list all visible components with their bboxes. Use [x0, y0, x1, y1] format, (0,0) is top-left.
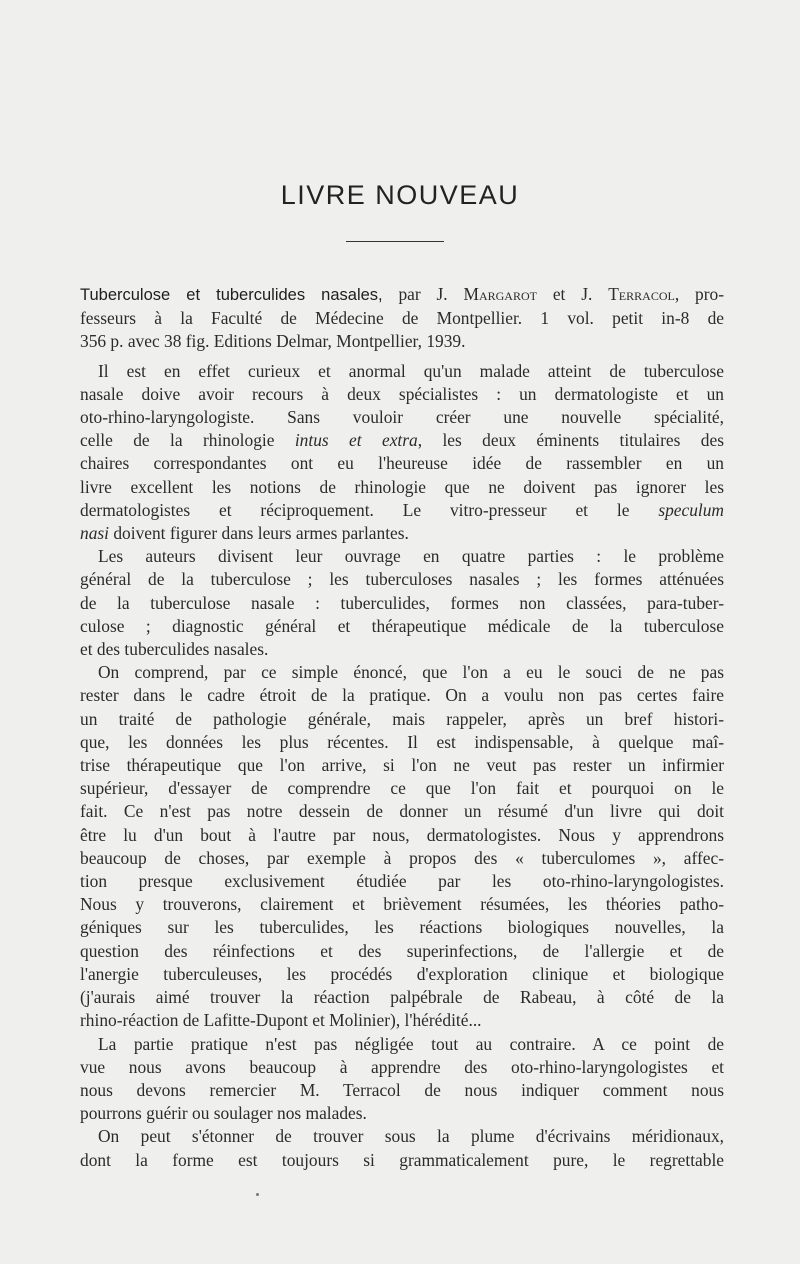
review-header	[80, 283, 724, 354]
paragraph-1: Il est en effet curieux et anormal qu'un malade atteint de tuberculose nasale doive avoir recours à deux spécialistes : un dermatologiste et un oto-rhino-laryngologiste. Sans vouloir créer une nouvelle spécialité, celle de la rhinologie intus et extra, les deux éminents titulaires des chaires correspondantes ont eu l'heureuse idée de rassembler en un livre excellent les notions de rhinologie que ne doivent pas ignorer les dermatologistes et réciproquement. Le vitro-presseur et le speculum nasi doivent figurer dans leurs armes parlantes.	[80, 360, 724, 544]
review-body	[80, 283, 724, 1172]
page-title: LIVRE NOUVEAU	[280, 180, 520, 210]
header-line-1: Tuberculose et tuberculides nasales, par J. Margarot et J. Terracol, pro-	[80, 284, 724, 304]
header-line-2: fesseurs à la Faculté de Médecine de Montpellier. 1 vol. petit in-8 de	[80, 308, 724, 329]
author-margarot: Margarot	[463, 284, 537, 304]
paragraph-2: Les auteurs divisent leur ouvrage en quatre parties : le problème général de la tuberculose ; les tuberculoses nasales ; les formes atténuées de la tuberculose nasale : tuberculides, formes non classées, para-tuber- culose ; diagnostic général et thérapeutique médicale de la tuberculose et des tuberculides nasales.	[80, 546, 724, 660]
book-title: Tuberculose et tuberculides nasales,	[80, 286, 383, 304]
header-line-3: 356 p. avec 38 fig. Editions Delmar, Montpellier, 1939.	[80, 331, 466, 352]
paragraph-3: On comprend, par ce simple énoncé, que l'on a eu le souci de ne pas rester dans le cadre étroit de la pratique. On a voulu non pas certes faire un traité de pathologie générale, mais rappeler, après un bref histori- que, les données les plus récentes. Il est indispensable, à quelque maî- trise thérapeutique que l'on arrive, si l'on ne veut pas rester un infirmier supérieur, d'essayer de comprendre ce que l'on fait et pourquoi on le fait. Ce n'est pas notre dessein de donner un résumé d'un livre qui doit être lu d'un bout à l'autre par nous, dermatologistes. Nous y apprendrons beaucoup de choses, par exemple à propos des « tuberculomes », affec- tion presque exclusivement étudiée par les oto-rhino-laryngologistes. Nous y trouverons, clairement et brièvement résumées, les théories patho- géniques sur les tuberculides, les réactions biologiques nouvelles, la question des réinfections et des superinfections, de l'allergie et de l'anergie tuberculeuses, les procédés d'exploration clinique et biologique (j'aurais aimé trouver la réaction palpébrale de Rabeau, à côté de la rhino-réaction de Lafitte-Dupont et Molinier), l'hérédité...	[80, 662, 724, 1031]
paragraph-5: On peut s'étonner de trouver sous la plume d'écrivains méridionaux, dont la forme est toujours si grammaticalement pure, le regrettable	[80, 1126, 724, 1170]
paragraph-4: La partie pratique n'est pas négligée tout au contraire. A ce point de vue nous avons beaucoup à apprendre des oto-rhino-laryngologistes et nous devons remercier M. Terracol de nous indiquer comment nous pourrons guérir ou soulager nos malades.	[80, 1033, 724, 1124]
speck-mark	[256, 1193, 259, 1196]
author-terracol: Terracol	[608, 284, 675, 304]
title-divider	[346, 241, 444, 242]
